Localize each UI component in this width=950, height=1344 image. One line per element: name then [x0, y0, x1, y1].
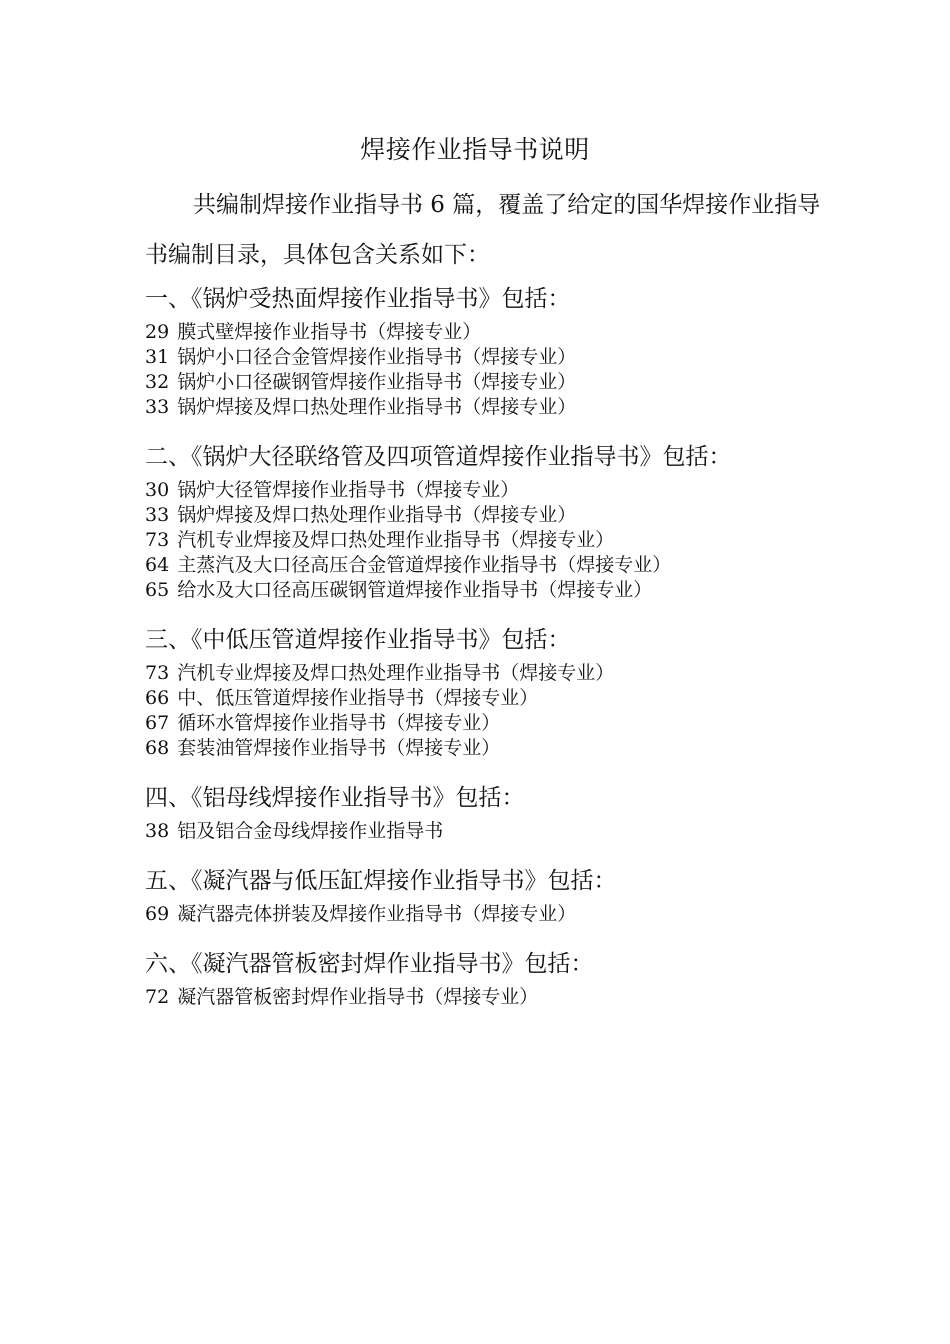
- item-text: 锅炉小口径碳钢管焊接作业指导书（焊接专业）: [177, 371, 577, 393]
- list-item: [145, 686, 825, 711]
- item-text: 膜式壁焊接作业指导书（焊接专业）: [177, 321, 482, 343]
- list-item: [145, 503, 825, 528]
- list-item: [145, 320, 825, 345]
- item-number: 69: [145, 903, 170, 925]
- item-text: 给水及大口径高压碳钢管道焊接作业指导书（焊接专业）: [177, 579, 653, 601]
- item-number: 73: [145, 662, 170, 684]
- item-text: 汽机专业焊接及焊口热处理作业指导书（焊接专业）: [177, 662, 615, 684]
- list-item: [145, 370, 825, 395]
- section-5: [145, 864, 825, 927]
- section-heading: 四、《铝母线焊接作业指导书》包括：: [145, 785, 525, 811]
- item-number: 73: [145, 529, 170, 551]
- list-item: [145, 902, 825, 927]
- item-text: 汽机专业焊接及焊口热处理作业指导书（焊接专业）: [177, 529, 615, 551]
- section-3: [145, 623, 825, 761]
- section-1: [145, 282, 825, 420]
- list-item: [145, 578, 825, 603]
- item-number: 30: [145, 479, 170, 501]
- section-2: [145, 440, 825, 603]
- item-number: 65: [145, 579, 170, 601]
- list-item: [145, 736, 825, 761]
- item-text: 锅炉焊接及焊口热处理作业指导书（焊接专业）: [177, 504, 577, 526]
- list-item: [145, 345, 825, 370]
- section-heading: 一、《锅炉受热面焊接作业指导书》包括：: [145, 286, 571, 312]
- item-text: 铝及铝合金母线焊接作业指导书: [177, 820, 444, 842]
- list-item: [145, 553, 825, 578]
- item-text: 循环水管焊接作业指导书（焊接专业）: [177, 712, 501, 734]
- list-item: [145, 661, 825, 686]
- item-text: 凝汽器管板密封焊作业指导书（焊接专业）: [177, 986, 539, 1008]
- item-text: 套装油管焊接作业指导书（焊接专业）: [177, 737, 501, 759]
- section-list: [145, 282, 825, 1030]
- item-number: 38: [145, 820, 170, 842]
- item-text: 锅炉小口径合金管焊接作业指导书（焊接专业）: [177, 346, 577, 368]
- list-item: [145, 711, 825, 736]
- section-6: [145, 947, 825, 1010]
- item-text: 中、低压管道焊接作业指导书（焊接专业）: [177, 687, 539, 709]
- item-number: 72: [145, 986, 170, 1008]
- item-number: 33: [145, 396, 170, 418]
- item-text: 凝汽器壳体拼装及焊接作业指导书（焊接专业）: [177, 903, 577, 925]
- document-title: 焊接作业指导书说明: [360, 135, 590, 164]
- item-number: 31: [145, 346, 170, 368]
- section-heading: 二、《锅炉大径联络管及四项管道焊接作业指导书》包括：: [145, 444, 732, 470]
- item-text: 锅炉大径管焊接作业指导书（焊接专业）: [177, 479, 520, 501]
- list-item: [145, 819, 825, 844]
- item-number: 29: [145, 321, 170, 343]
- item-number: 68: [145, 737, 170, 759]
- item-number: 67: [145, 712, 170, 734]
- item-number: 66: [145, 687, 170, 709]
- section-heading: 三、《中低压管道焊接作业指导书》包括：: [145, 627, 571, 653]
- item-text: 主蒸汽及大口径高压合金管道焊接作业指导书（焊接专业）: [177, 554, 672, 576]
- list-item: [145, 528, 825, 553]
- list-item: [145, 395, 825, 420]
- section-heading: 六、《凝汽器管板密封焊作业指导书》包括：: [145, 951, 594, 977]
- intro-paragraph: 共编制焊接作业指导书 6 篇，覆盖了给定的国华焊接作业指导书编制目录，具体包含关系如下：: [145, 192, 821, 268]
- list-item: [145, 478, 825, 503]
- section-4: [145, 781, 825, 844]
- item-text: 锅炉焊接及焊口热处理作业指导书（焊接专业）: [177, 396, 577, 418]
- list-item: [145, 985, 825, 1010]
- item-number: 32: [145, 371, 170, 393]
- section-heading: 五、《凝汽器与低压缸焊接作业指导书》包括：: [145, 868, 617, 894]
- item-number: 33: [145, 504, 170, 526]
- item-number: 64: [145, 554, 170, 576]
